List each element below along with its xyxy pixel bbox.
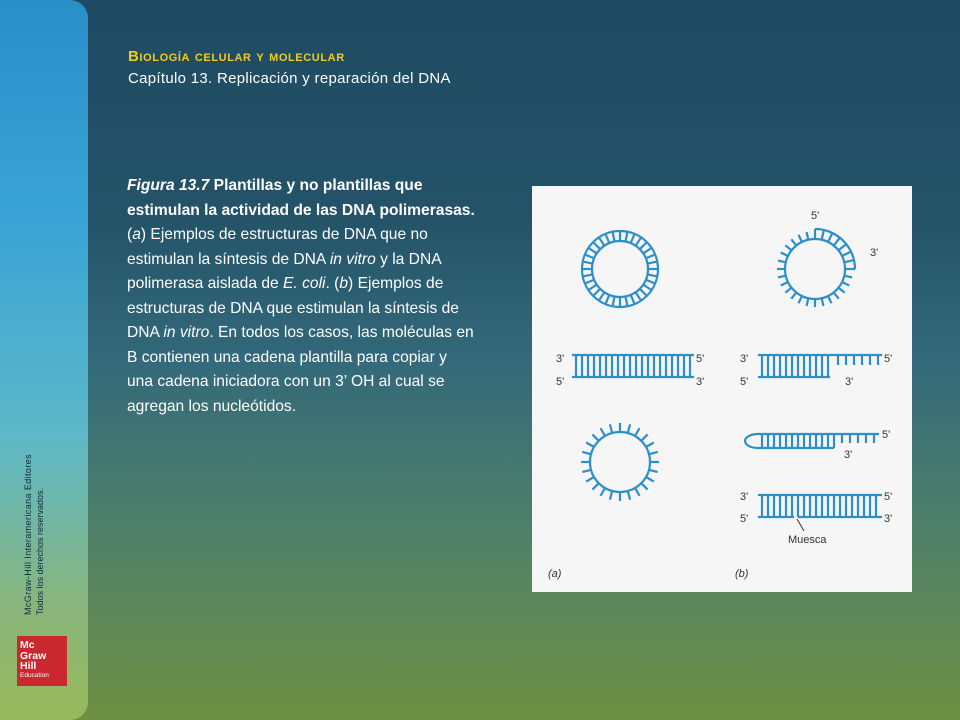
dna-diagram (532, 186, 912, 592)
base-tick (828, 296, 831, 303)
base-pair-rung (647, 262, 657, 264)
label-5prime: 5' (884, 353, 893, 365)
base-pair-rung (593, 289, 600, 296)
credit-rights: Todos los derechos reservados. (35, 487, 45, 615)
base-tick (781, 253, 788, 256)
nick-pointer (797, 519, 804, 531)
base-tick (778, 276, 786, 278)
chapter-subtitle: Capítulo 13. Replicación y reparación del DNA (128, 70, 451, 87)
circle-inner-strand (592, 241, 648, 297)
base-pair-rung (625, 232, 627, 242)
base-tick (822, 230, 824, 240)
base-tick (586, 477, 594, 482)
book-title-text: Biología celular y molecular (128, 48, 345, 65)
base-tick (834, 292, 839, 298)
base-pair-rung (599, 237, 605, 245)
base-tick (838, 244, 846, 250)
base-pair-rung (605, 295, 609, 304)
base-pair-rung (643, 285, 651, 291)
mcgraw-hill-logo: Mc Graw Hill Education (17, 636, 67, 686)
base-tick (778, 261, 786, 263)
base-pair-rung (588, 248, 596, 254)
base-pair-rung (646, 254, 655, 258)
label-3prime: 3' (844, 449, 853, 461)
book-title (128, 48, 345, 65)
base-pair-rung (631, 234, 635, 243)
base-pair-rung (585, 280, 594, 284)
base-pair-rung (613, 296, 615, 306)
base-pair-rung (583, 274, 593, 276)
hairpin-loop (745, 434, 758, 448)
figure-label: Figura 13.7 (127, 177, 210, 194)
base-pair-rung (588, 285, 596, 291)
base-tick (610, 424, 612, 433)
label-5prime: 5' (696, 353, 705, 365)
base-pair-rung (599, 292, 605, 300)
label-3prime: 3' (696, 376, 705, 388)
base-pair-rung (636, 237, 642, 245)
base-tick (641, 483, 647, 489)
label-muesca: Muesca (788, 534, 827, 546)
base-tick (807, 298, 809, 306)
base-pair-rung (605, 234, 609, 243)
base-tick (799, 296, 802, 303)
base-tick (646, 443, 654, 448)
base-pair-rung (631, 295, 635, 304)
base-tick (586, 443, 594, 448)
label-5prime: 5' (740, 513, 749, 525)
base-tick (781, 282, 788, 285)
label-3prime: 3' (740, 491, 749, 503)
base-tick (628, 424, 630, 433)
base-tick (635, 488, 640, 496)
label-3prime: 3' (556, 353, 565, 365)
base-tick (844, 276, 852, 278)
base-tick (807, 232, 809, 240)
base-tick (791, 292, 796, 298)
base-tick (610, 491, 612, 500)
base-pair-rung (636, 292, 642, 300)
dna-template-figure (532, 186, 912, 592)
base-tick (635, 428, 640, 436)
base-tick (649, 470, 658, 472)
figure-title: Plantillas y no plantillas que estimulan la actividad de las DNA polimerasas. (127, 177, 475, 219)
base-tick (628, 491, 630, 500)
label-3prime: 3' (740, 353, 749, 365)
panel-b-label: (b) (735, 568, 749, 580)
base-tick (842, 252, 851, 256)
base-tick (785, 288, 791, 293)
single-strand-circle (590, 432, 650, 492)
base-tick (791, 239, 796, 245)
base-tick (785, 245, 791, 250)
base-tick (582, 452, 591, 454)
base-tick (592, 434, 598, 440)
label-3prime: 3' (845, 376, 854, 388)
base-tick (842, 282, 849, 285)
base-tick (838, 288, 844, 293)
base-pair-rung (625, 296, 627, 306)
base-pair-rung (583, 262, 593, 264)
base-tick (834, 238, 840, 246)
base-pair-rung (643, 248, 651, 254)
base-tick (601, 488, 606, 496)
base-pair-rung (613, 232, 615, 242)
base-pair-rung (640, 242, 647, 249)
base-tick (641, 434, 647, 440)
base-tick (828, 233, 832, 242)
base-tick (601, 428, 606, 436)
label-5prime: 5' (882, 429, 891, 441)
base-pair-rung (647, 274, 657, 276)
base-pair-rung (646, 280, 655, 284)
base-tick (822, 298, 824, 306)
label-5prime: 5' (556, 376, 565, 388)
base-tick (592, 483, 598, 489)
label-5prime: 5' (740, 376, 749, 388)
base-pair-rung (593, 242, 600, 249)
template-circle (785, 239, 845, 299)
label-3prime: 3' (884, 513, 893, 525)
base-tick (582, 470, 591, 472)
figure-caption: Figura 13.7 Plantillas y no plantillas que estimulan la actividad de las DNA polimerasas. (a) Ejemplos de estructuras de DNA que no estimulan la síntesis de DNA in vitro y la DNA polimerasa aislada de E. coli. (b) Ejemplos de estructuras de DNA que estimulan la síntesis de DNA in vitro. En todos los casos, las moléculas en B contienen una cadena plantilla para copiar y una cadena iniciadora con un 3’ OH al cual se agregan los nucleótidos. (127, 177, 475, 415)
base-pair-rung (640, 289, 647, 296)
base-pair-rung (585, 254, 594, 258)
label-5prime: 5' (884, 491, 893, 503)
base-tick (799, 235, 802, 242)
copyright-credit (22, 405, 46, 615)
label-5prime: 5' (811, 210, 820, 222)
base-tick (649, 452, 658, 454)
credit-publisher: McGraw-Hill Interamericana Editores (23, 453, 33, 615)
base-tick (646, 477, 654, 482)
panel-a-label: (a) (548, 568, 562, 580)
base-tick (844, 260, 854, 262)
primer-arc (815, 229, 855, 269)
label-3prime: 3' (870, 247, 879, 259)
